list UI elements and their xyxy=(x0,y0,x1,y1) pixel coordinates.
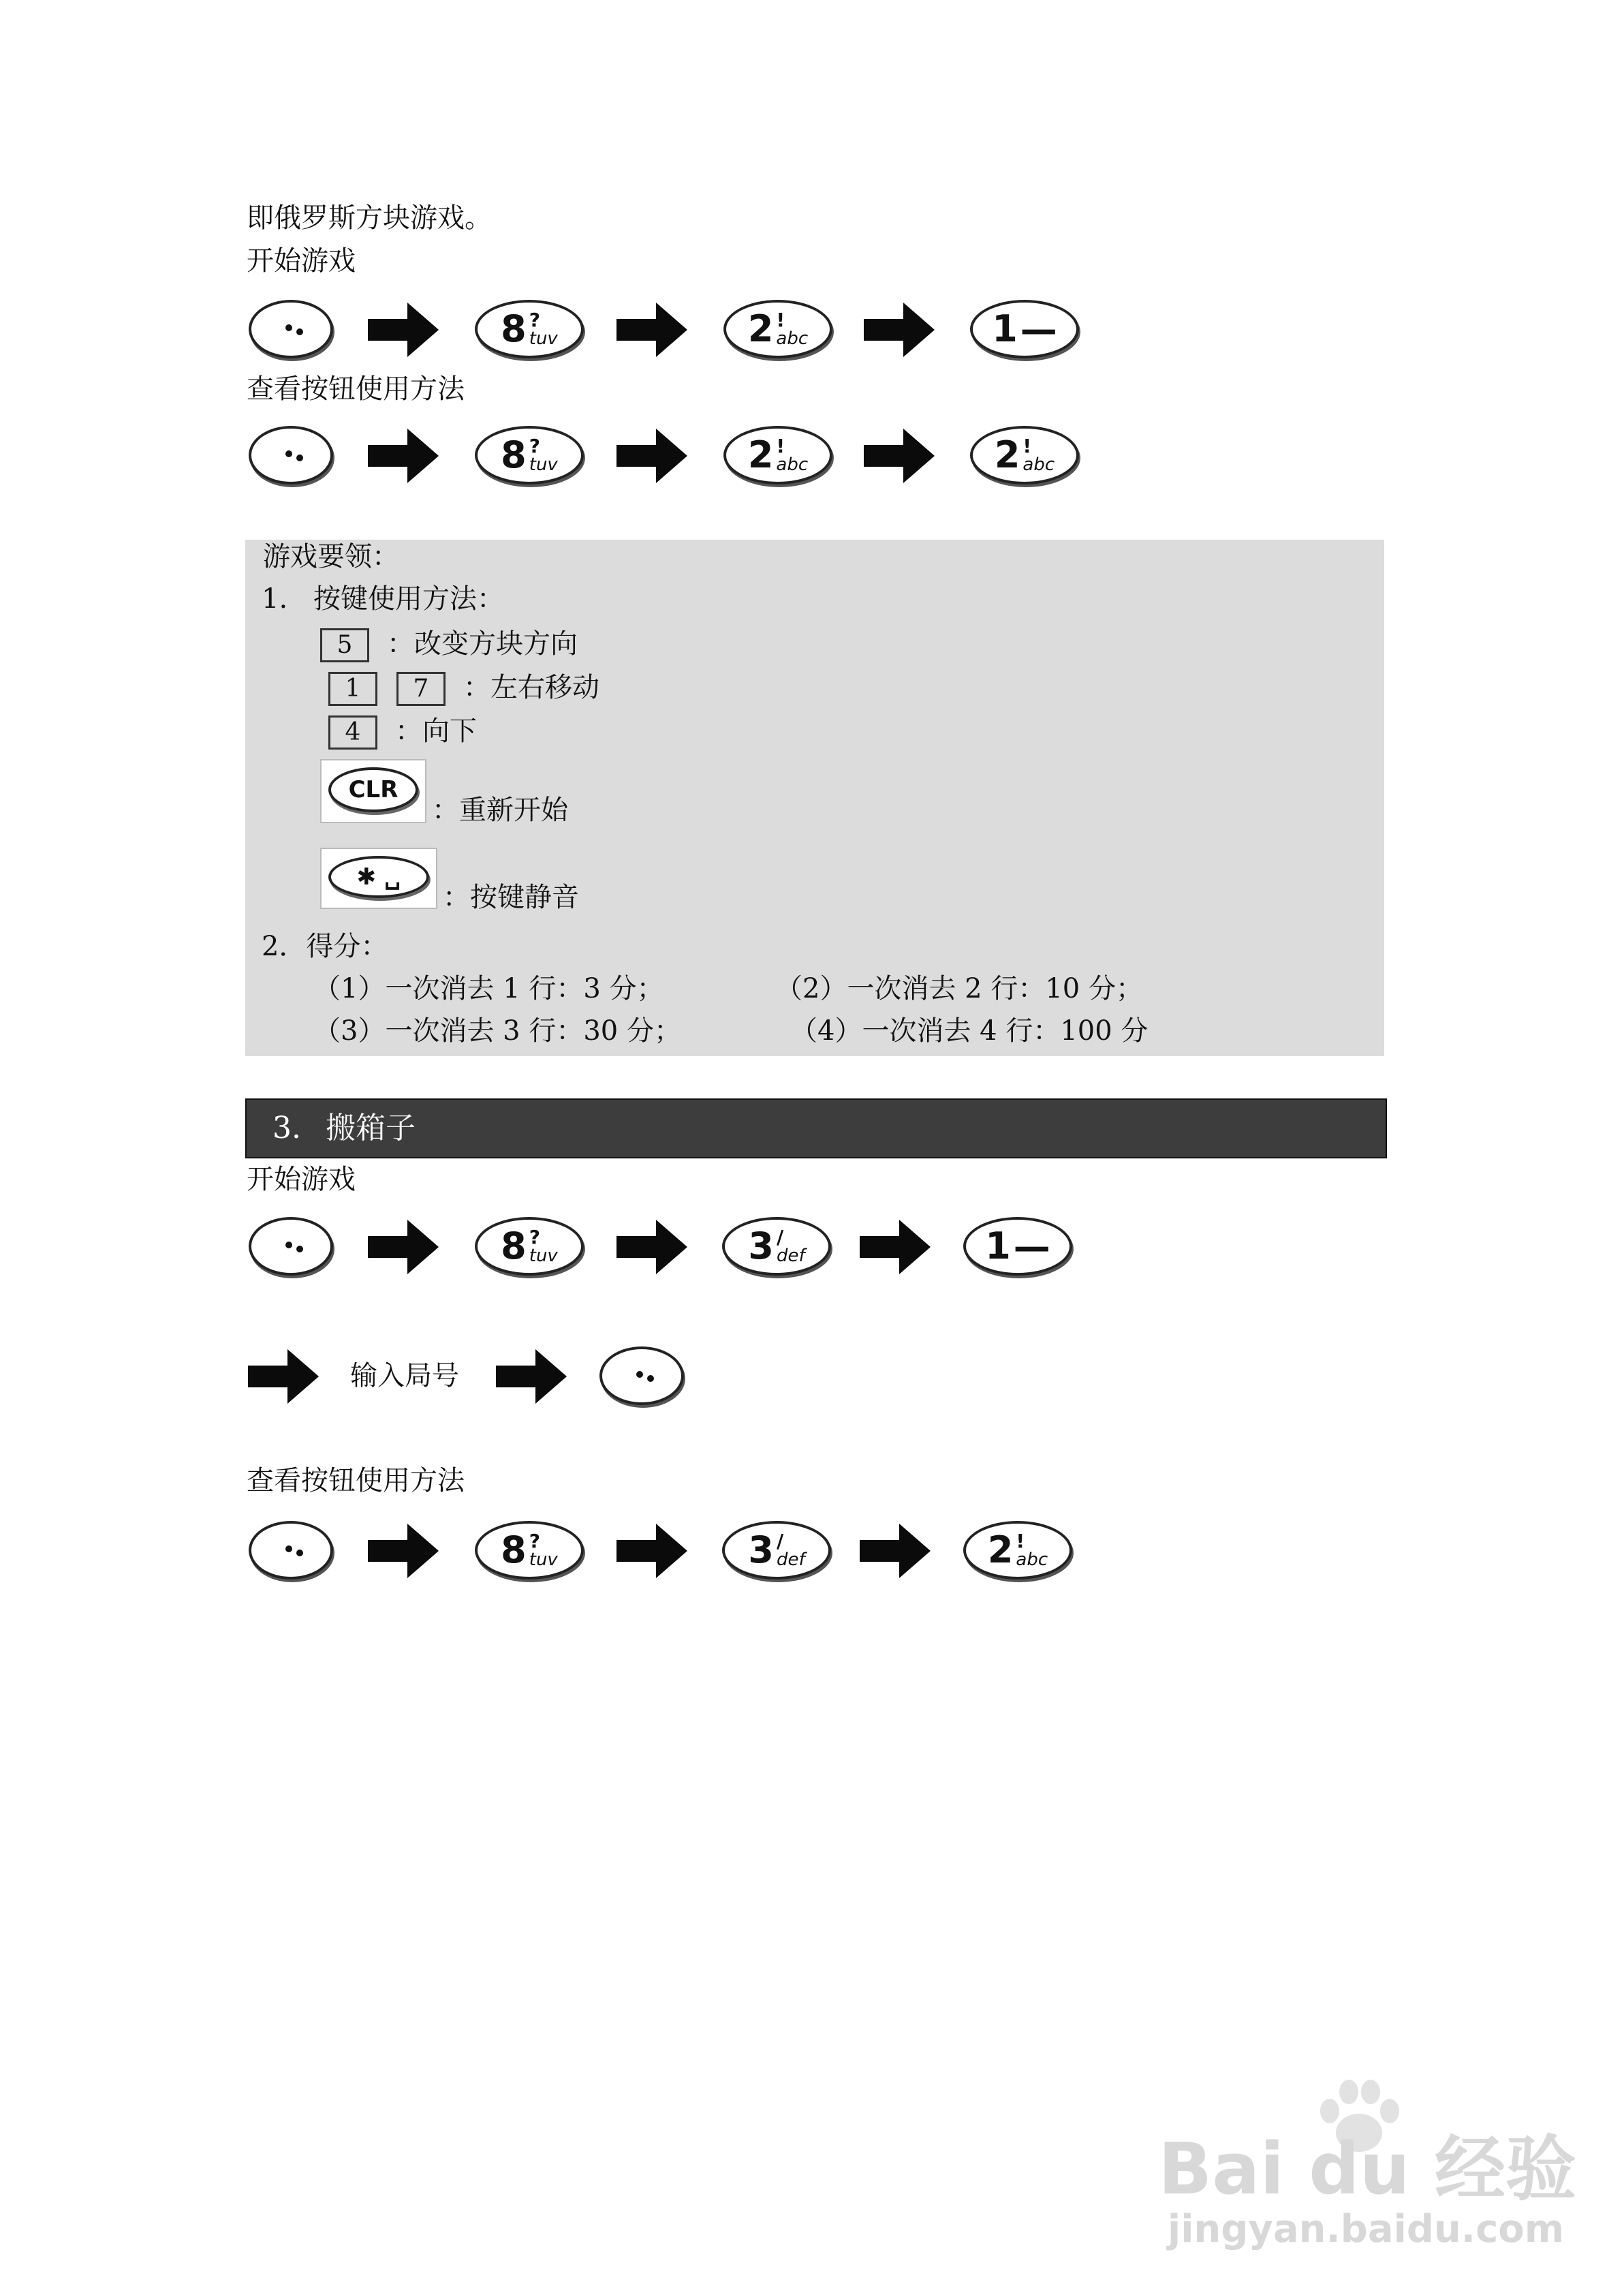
key-5-desc: ：改变方块方向 xyxy=(387,628,578,660)
key-8-sub: tuv xyxy=(529,1246,558,1266)
nav-dots-key xyxy=(249,426,333,484)
nav-dots-key xyxy=(249,300,333,358)
key-8 xyxy=(475,300,584,358)
key-5-box: 5 xyxy=(320,628,369,662)
key-2-main: 2 xyxy=(747,307,774,350)
tips-item2: 2．得分： xyxy=(262,931,388,962)
key-2 xyxy=(723,300,832,358)
key-3-sup: / xyxy=(776,1226,784,1248)
key-1-dash: — xyxy=(1020,307,1057,351)
arrow-icon xyxy=(248,1349,319,1404)
arrow-icon xyxy=(616,429,687,483)
clr-key-desc: ：重新开始 xyxy=(432,795,568,826)
key-3-sub: def xyxy=(776,1246,805,1266)
intro-text: 即俄罗斯方块游戏。 xyxy=(247,202,492,234)
watermark-url: jingyan.baidu.com xyxy=(1168,2207,1565,2251)
arrow-icon xyxy=(616,303,687,357)
arrow-icon xyxy=(860,1220,931,1274)
arrow-icon xyxy=(368,429,439,483)
arrow-icon xyxy=(860,1524,931,1578)
key-8-sub: tuv xyxy=(529,1550,558,1570)
key-8-sub: tuv xyxy=(529,455,558,475)
arrow-icon xyxy=(368,1220,439,1274)
score-3: （3）一次消去 3 行：30 分； xyxy=(313,1015,681,1047)
tetris-start-label: 开始游戏 xyxy=(247,245,356,277)
key-8-sub: tuv xyxy=(529,328,558,349)
nav-dots-key xyxy=(249,1521,333,1580)
key-3-main: 3 xyxy=(748,1528,774,1571)
key-2-sup: ! xyxy=(1022,435,1032,457)
arrow-icon xyxy=(864,429,935,483)
key-2-sup: ! xyxy=(776,435,785,457)
key-8-sup: ? xyxy=(529,1226,540,1248)
key-2-main: 2 xyxy=(994,433,1020,476)
key-2-sub: abc xyxy=(1022,455,1055,475)
arrow-icon xyxy=(864,303,935,357)
arrow-icon xyxy=(616,1220,687,1274)
key-2 xyxy=(963,1521,1072,1580)
key-1-dash: — xyxy=(1013,1224,1050,1268)
key-8-main: 8 xyxy=(501,307,527,350)
key-2-sup: ! xyxy=(776,309,785,331)
sokoban-help-label: 查看按钮使用方法 xyxy=(247,1465,465,1496)
key-1-main: 1 xyxy=(985,1224,1011,1267)
sokoban-start-label: 开始游戏 xyxy=(247,1164,356,1195)
key-2-main: 2 xyxy=(747,433,774,476)
key-8-main: 8 xyxy=(501,433,527,476)
key-2 xyxy=(723,426,832,484)
section-header-sokoban xyxy=(245,1098,1387,1158)
score-2: （2）一次消去 2 行：10 分； xyxy=(775,973,1143,1004)
key-1 xyxy=(970,300,1079,358)
input-level-label: 输入局号 xyxy=(350,1360,459,1391)
key-3-sup: / xyxy=(776,1530,784,1552)
watermark-logo: Bai du 经验 xyxy=(1158,2127,1576,2211)
arrow-icon xyxy=(496,1349,567,1404)
game-tips-panel xyxy=(245,540,1384,1056)
key-8-sup: ? xyxy=(529,1530,540,1552)
arrow-icon xyxy=(368,303,439,357)
section-title: 搬箱子 xyxy=(325,1111,416,1145)
key-8 xyxy=(475,1217,584,1276)
arrow-icon xyxy=(616,1524,687,1578)
key-2 xyxy=(970,426,1079,484)
score-4: （4）一次消去 4 行：100 分 xyxy=(790,1015,1149,1047)
star-key-desc: ：按键静音 xyxy=(443,882,579,913)
key-8-sup: ? xyxy=(529,309,540,331)
nav-dots-key xyxy=(599,1346,684,1405)
key-8-main: 8 xyxy=(501,1528,527,1571)
key-3-main: 3 xyxy=(748,1224,774,1267)
key-1-7-desc: ：左右移动 xyxy=(463,672,599,703)
key-1-box: 1 xyxy=(328,672,377,706)
key-8-sup: ? xyxy=(529,435,540,457)
key-2-sub: abc xyxy=(776,328,809,349)
key-3 xyxy=(722,1217,831,1276)
nav-dots-key xyxy=(249,1217,333,1276)
score-1: （1）一次消去 1 行：3 分； xyxy=(313,973,664,1004)
key-2-main: 2 xyxy=(987,1528,1014,1571)
key-2-sup: ! xyxy=(1016,1530,1025,1552)
key-8 xyxy=(475,426,584,484)
star-key-label: ✱ ␣ xyxy=(328,856,429,898)
key-4-box: 4 xyxy=(328,715,377,750)
tips-item1-label: 按键使用方法： xyxy=(313,583,504,615)
key-1-main: 1 xyxy=(992,307,1018,350)
star-key-image xyxy=(320,848,437,909)
tips-item1-number: 1. xyxy=(262,583,288,615)
key-7-box: 7 xyxy=(396,672,446,706)
tips-title: 游戏要领： xyxy=(263,541,399,572)
key-3 xyxy=(722,1521,831,1580)
key-3-sub: def xyxy=(776,1550,805,1570)
clr-key-image xyxy=(320,759,426,823)
key-1 xyxy=(963,1217,1072,1276)
arrow-icon xyxy=(368,1524,439,1578)
section-number: 3. xyxy=(272,1111,301,1145)
key-2-sub: abc xyxy=(1016,1550,1048,1570)
key-8 xyxy=(475,1521,584,1580)
key-2-sub: abc xyxy=(776,455,809,475)
clr-key-label: CLR xyxy=(328,767,418,812)
key-4-desc: ：向下 xyxy=(395,715,477,747)
tetris-help-label: 查看按钮使用方法 xyxy=(247,373,465,405)
key-8-main: 8 xyxy=(501,1224,527,1267)
